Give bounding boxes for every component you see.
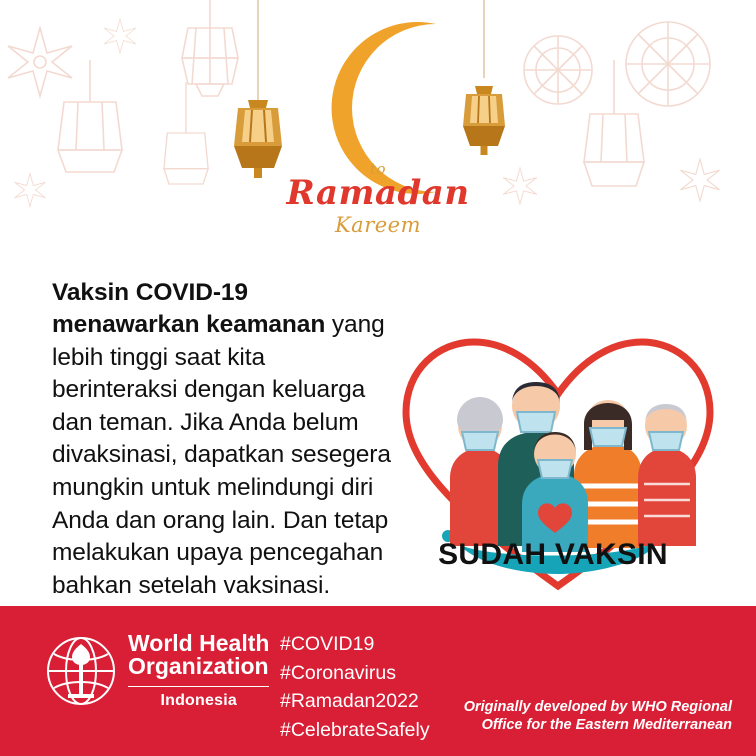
footer-band <box>0 606 756 756</box>
credit-note <box>464 698 732 734</box>
who-name-line2: Organization <box>128 653 269 680</box>
star-ornament <box>8 28 72 96</box>
greeting-sub: Kareem <box>334 212 421 237</box>
lantern-ornament-outline <box>182 0 238 96</box>
greeting-main: Ramadan <box>286 173 470 213</box>
who-wordmark <box>128 632 269 710</box>
arabesque-ornament-right <box>524 36 592 104</box>
star-ornament-small <box>104 19 136 53</box>
illustration-caption: SUDAH VAKSIN <box>438 538 668 571</box>
hashtag-item-2: #Ramadan2022 <box>280 690 419 713</box>
who-logo <box>44 632 269 710</box>
person-grandfather <box>638 404 696 546</box>
ramadan-header-band <box>0 0 756 250</box>
hashtag-item-0: #COVID19 <box>280 633 375 655</box>
greeting-to: to <box>369 160 387 178</box>
hashtag-item-1: #Coronavirus <box>280 661 396 684</box>
hashtag-list <box>280 630 430 745</box>
who-emblem-icon <box>44 634 118 708</box>
who-country: Indonesia <box>128 686 269 710</box>
arabesque-ornament-right-2 <box>626 22 710 106</box>
who-name-line1: World Health <box>128 630 270 656</box>
gold-lantern-right <box>463 86 505 155</box>
message-rest: yang lebih tinggi saat kita berinteraksi dengan keluarga dan teman. Jika Anda belum divaksinasi, dapatkan sesegera mungkin untuk melindungi diri Anda dan orang lain. Dan tetap melakukan upaya pencegahan bahkan setelah vaksinasi. <box>52 311 391 599</box>
ramadan-greeting <box>0 160 756 237</box>
credit-line-1: Originally developed by WHO Regional <box>463 698 732 715</box>
hashtag-item-3: #CelebrateSafely <box>280 718 430 741</box>
credit-line-2: Office for the Eastern Mediterranean <box>481 716 732 733</box>
body-area <box>0 238 756 606</box>
message-bold: Vaksin COVID-19 menawarkan keamanan <box>52 278 326 339</box>
message-text <box>52 277 392 603</box>
